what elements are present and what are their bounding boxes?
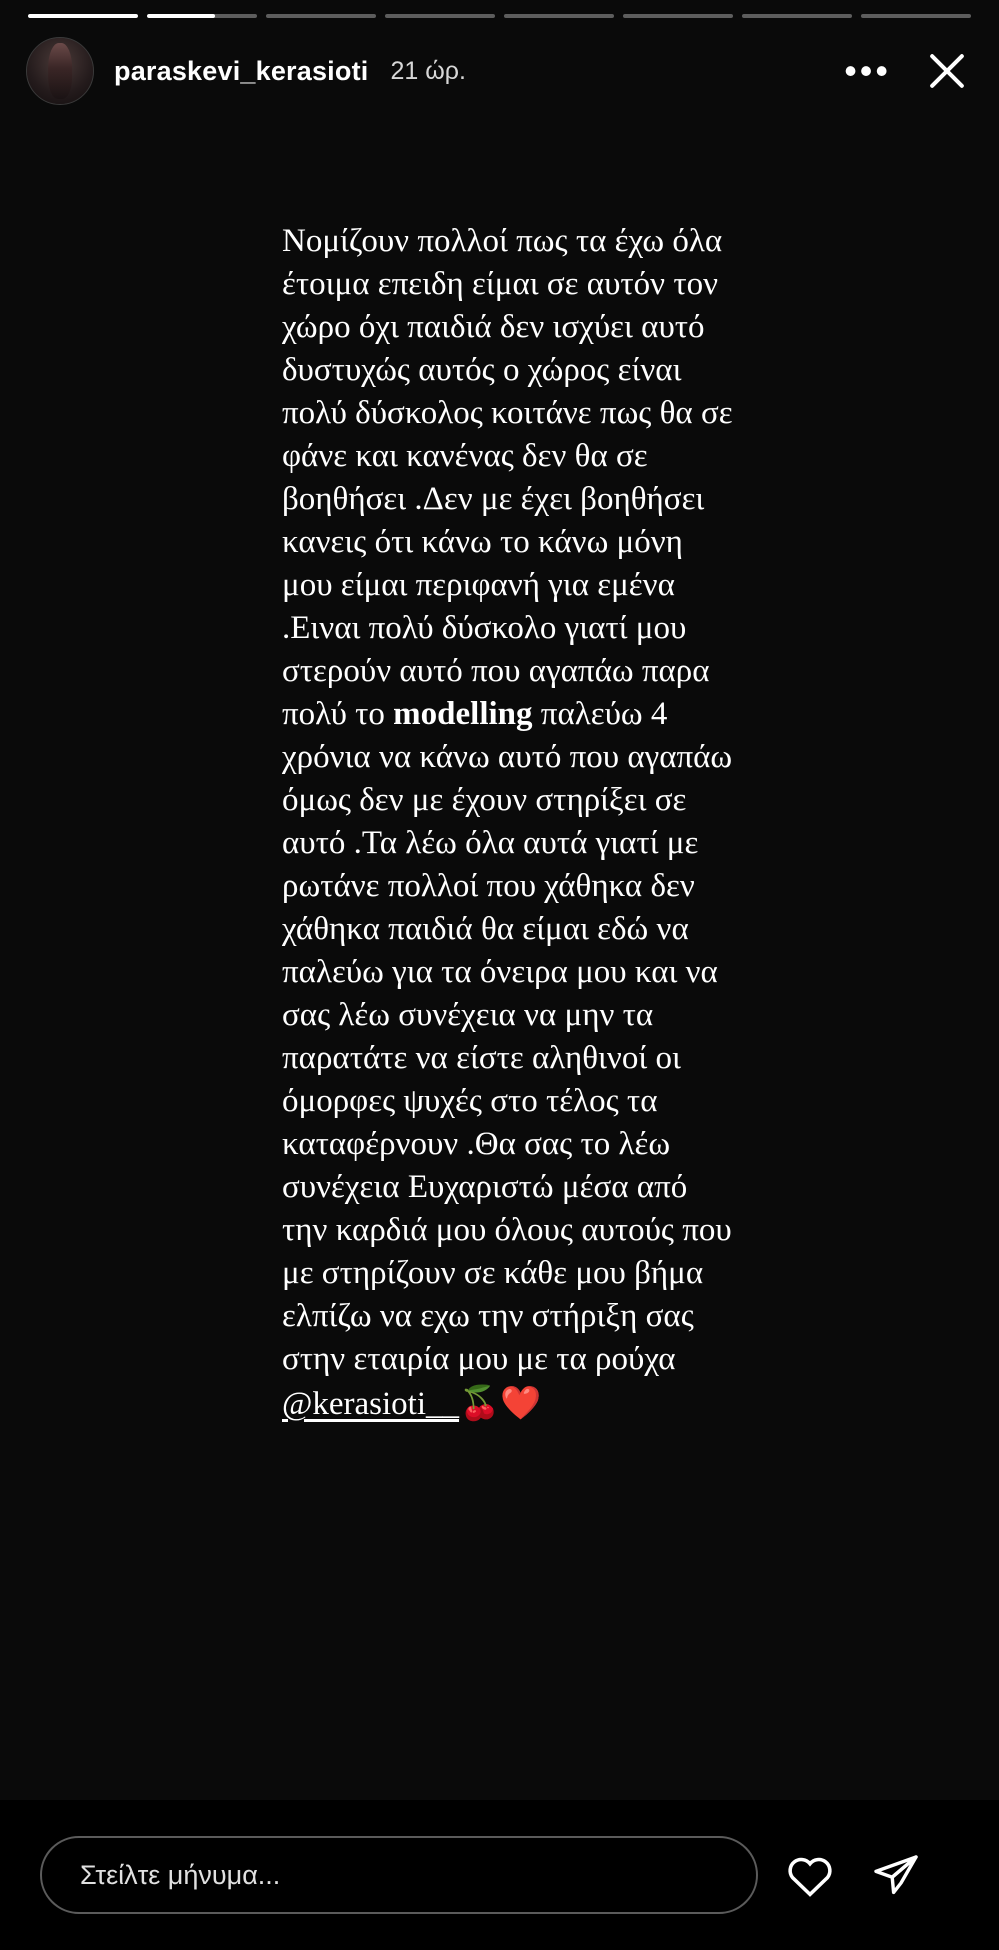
story-content [0, 108, 999, 1950]
send-icon[interactable] [870, 1849, 922, 1901]
heart-icon[interactable] [784, 1849, 836, 1901]
progress-segment[interactable] [742, 14, 852, 18]
progress-segment[interactable] [147, 14, 257, 18]
close-icon[interactable] [925, 49, 969, 93]
message-input[interactable] [40, 1836, 758, 1914]
username-label[interactable]: paraskevi_kerasioti [114, 55, 369, 86]
avatar-figure [48, 43, 72, 98]
caption-part-1: Νομίζουν πολλοί πως τα έχω όλα έτοιμα επειδη είμαι σε αυτόν τον χώρο όχι παιδιά δεν ισχύει αυτό δυστυχώς αυτός ο χώρος είναι πολύ δύσκολος κοιτάνε πως θα σε φάνε και κανένας δεν θα σε βοηθήσει .Δεν με έχει βοηθήσει κανεις ότι κάνω το κάνω μόνη μου είμαι περιφανή για εμένα .Ειναι πολύ δύσκολο γιατί μου στερούν αυτό που αγαπάω παρα πολύ το [282, 223, 741, 732]
avatar[interactable] [26, 37, 94, 105]
progress-segment[interactable] [28, 14, 138, 18]
caption-emojis: 🍒❤️ [459, 1383, 542, 1422]
caption-part-2: παλεύω 4 χρόνια να κάνω αυτό που αγαπάω όμως δεν με έχουν στηρίξει σε αυτό .Τα λέω όλα αυτά γιατί με ρωτάνε πολλοί που χάθηκα δεν χάθηκα παιδιά θα είμαι εδώ να παλεύω για τα όνειρα μου και να σας λέω συνέχεια να μην τα παρατάτε να είστε αληθινοί οι όμορφες ψυχές στο τέλος τα καταφέρνουν .Θα σας το λέω συνέχεια Ευχαριστώ μέσα από την καρδιά μου όλους αυτούς που με στηρίζουν σε κάθε μου βήμα ελπίζω να εχω την στήριξη σας στην εταιρία μου με τα ρούχα [282, 696, 741, 1377]
footer-actions [784, 1849, 922, 1901]
story-caption [282, 220, 741, 1426]
timestamp-label: 21 ώρ. [390, 56, 466, 85]
progress-segment[interactable] [623, 14, 733, 18]
mention-link[interactable]: @kerasioti__ [282, 1386, 460, 1422]
progress-segment[interactable] [385, 14, 495, 18]
progress-segment[interactable] [266, 14, 376, 18]
story-footer [0, 1800, 999, 1950]
caption-bold-word: modelling [393, 696, 533, 732]
progress-segment[interactable] [504, 14, 614, 18]
more-options-icon[interactable]: ••• [844, 50, 891, 91]
story-header [0, 18, 999, 108]
story-progress-bar [0, 0, 999, 18]
progress-segment[interactable] [861, 14, 971, 18]
